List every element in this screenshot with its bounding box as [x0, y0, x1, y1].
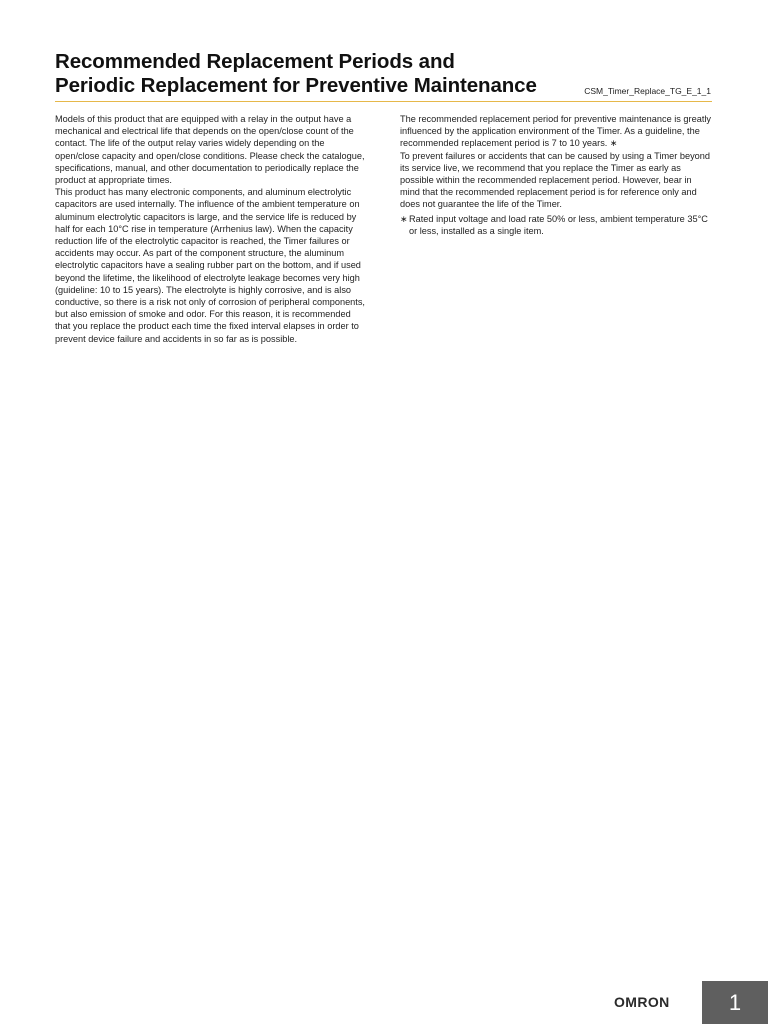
- preventive-replacement-paragraph: To prevent failures or accidents that can be caused by using a Timer beyond its service live, we recommend that you replace the Timer as early as possible within the recommended replacement period. However, bear in mind that the recommended replacement period is for reference only and does not guarantee the life of the Timer.: [400, 150, 710, 210]
- left-column: [55, 113, 367, 345]
- title-divider: [55, 101, 712, 102]
- omron-logo: OMRON: [614, 994, 670, 1010]
- page-title: [55, 50, 575, 98]
- right-column: [400, 113, 712, 237]
- title-line-1: Recommended Replacement Periods and: [55, 50, 455, 73]
- replacement-period-paragraph: The recommended replacement period for preventive maintenance is greatly influenced by the application environment of the Timer. As a guideline, the recommended replacement period is 7 to 10 years. ∗: [400, 114, 712, 149]
- page-number-box: [702, 981, 768, 1024]
- title-line-2: Periodic Replacement for Preventive Maintenance: [55, 74, 537, 97]
- document-code: CSM_Timer_Replace_TG_E_1_1: [584, 86, 711, 96]
- footnote-mark: ∗: [400, 213, 408, 224]
- capacitor-life-paragraph: This product has many electronic components, and aluminum electrolytic capacitors are used internally. The influence of the ambient temperature on aluminum electrolytic capacitors is large, and the service life is reduced by half for each 10°C rise in temperature (Arrhenius law). When the capacity reduction life of the electrolytic capacitor is reached, the Timer failures or accidents may occur. As part of the component structure, the aluminum electrolytic capacitors have a sealing rubber part on the bottom, and if used beyond the lifetime, the likelihood of electrolyte leakage becomes very high (guideline: 10 to 15 years). The electrolyte is highly corrosive, and is also conductive, so there is a risk not only of corrosion of peripheral components, but also emission of smoke and odor. For this reason, it is recommended that you replace the product each time the fixed interval elapses in order to prevent device failure and accidents in so far as is possible.: [55, 187, 365, 344]
- page-number: 1: [728, 989, 742, 1015]
- footnote: [400, 213, 712, 237]
- footnote-text: Rated input voltage and load rate 50% or less, ambient temperature 35°C or less, installed as a single item.: [409, 213, 708, 236]
- relay-life-paragraph: Models of this product that are equipped with a relay in the output have a mechanical and electrical life that depends on the open/close count of the contact. The life of the output relay varies widely depending on the open/close capacity and open/close conditions. Please check the catalogue, specifications, manual, and other documentation to periodically replace the product at appropriate times.: [55, 114, 365, 186]
